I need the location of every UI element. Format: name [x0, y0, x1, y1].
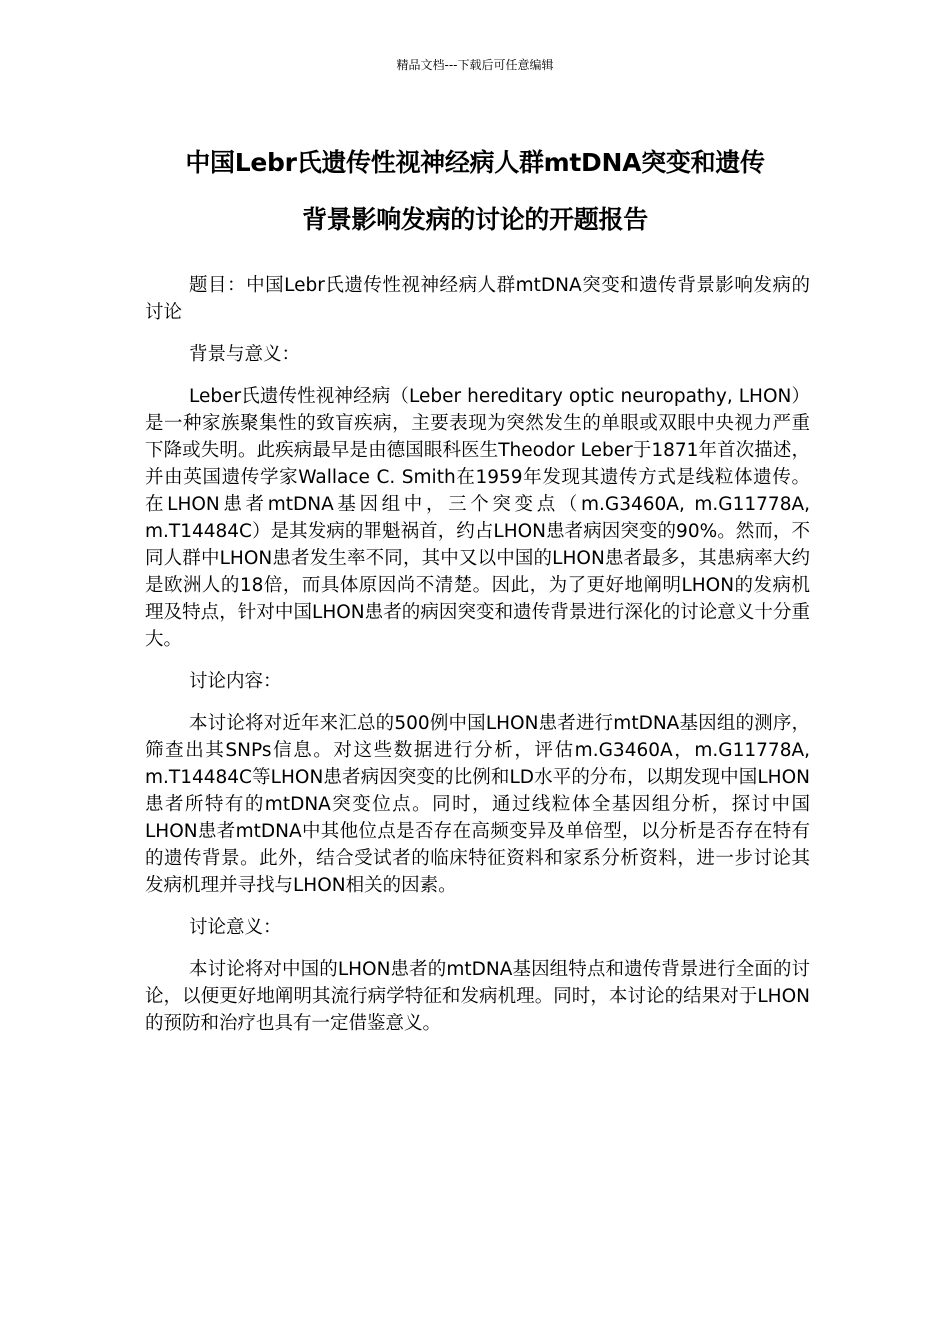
- page-header: 精品文档---下载后可任意编辑: [396, 58, 554, 72]
- significance-heading: 讨论意义：: [189, 917, 282, 938]
- title-line-1: 中国Lebr氏遗传性视神经病人群mtDNA突变和遗传: [185, 148, 765, 177]
- background-paragraph: Leber氏遗传性视神经病（Leber hereditary optic neuropathy, LHON）是一种家族聚集性的致盲疾病，主要表现为突然发生的单眼或双眼中央视力严重下降或失明。此疾病最早是由德国眼科医生Theodor Leber于1871年首次描述，并由英国遗传学家Wallace C. Smith在1959年发现其遗传方式是线粒体遗传。在LHON患者mtDNA基因组中，三个突变点（m.G3460A, m.G11778A, m.T14484C）是其发病的罪魁祸首，约占LHON患者病因突变的90%。然而，不同人群中LHON患者发生率不同，其中又以中国的LHON患者最多，其患病率大约是欧洲人的18倍，而具体原因尚不清楚。因此，为了更好地阐明LHON的发病机理及特点，针对中国LHON患者的病因突变和遗传背景进行深化的讨论意义十分重大。: [145, 386, 810, 650]
- topic-paragraph: 题目：中国Lebr氏遗传性视神经病人群mtDNA突变和遗传背景影响发病的讨论: [145, 275, 810, 323]
- content-paragraph: 本讨论将对近年来汇总的500例中国LHON患者进行mtDNA基因组的测序，筛查出其SNPs信息。对这些数据进行分析，评估m.G3460A，m.G11778A, m.T14484C等LHON患者病因突变的比例和LD水平的分布，以期发现中国LHON患者所特有的mtDNA突变位点。同时，通过线粒体全基因组分析，探讨中国LHON患者mtDNA中其他位点是否存在高频变异及单倍型，以分析是否存在特有的遗传背景。此外，结合受试者的临床特征资料和家系分析资料，进一步讨论其发病机理并寻找与LHON相关的因素。: [145, 713, 810, 896]
- significance-paragraph: 本讨论将对中国的LHON患者的mtDNA基因组特点和遗传背景进行全面的讨论，以便更好地阐明其流行病学特征和发病机理。同时，本讨论的结果对于LHON的预防和治疗也具有一定借鉴意义。: [145, 959, 810, 1034]
- document-body: [145, 272, 810, 1052]
- content-heading: 讨论内容：: [189, 671, 282, 692]
- document-title: [120, 134, 830, 248]
- background-heading: 背景与意义：: [189, 344, 301, 365]
- title-line-2: 背景影响发病的讨论的开题报告: [302, 205, 648, 234]
